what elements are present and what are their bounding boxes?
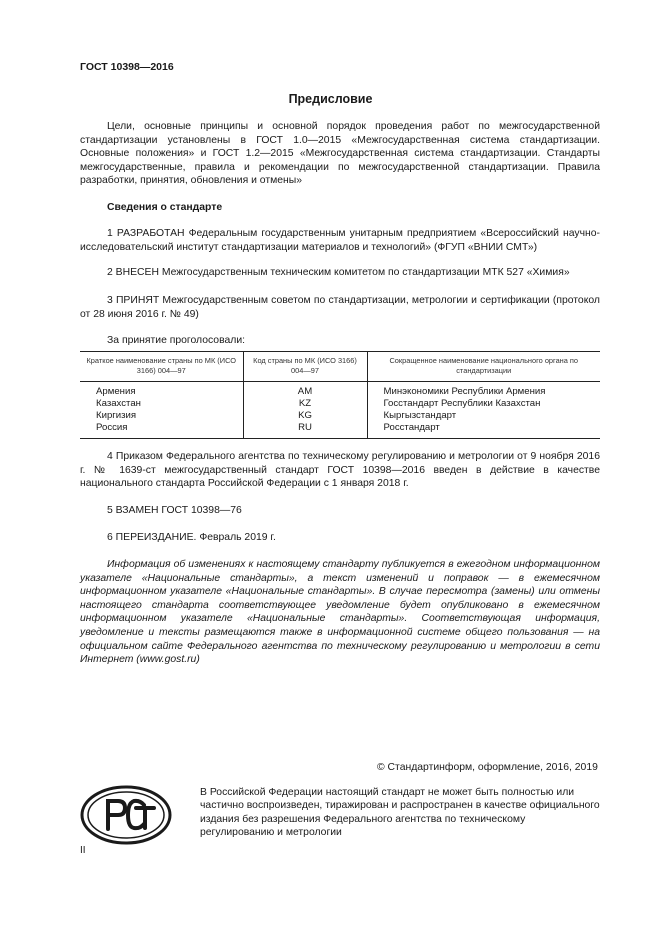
- country-code: KZ: [298, 398, 312, 409]
- page-number: II: [80, 845, 86, 856]
- standards-body: Минэкономики Республики Армения: [383, 386, 546, 397]
- countries-table: [80, 351, 600, 439]
- table-row: [80, 382, 600, 439]
- country-column: [80, 382, 243, 439]
- copyright-line: © Стандартинформ, оформление, 2016, 2019: [377, 762, 598, 773]
- country-code: AM: [297, 386, 313, 397]
- rst-logo: [78, 784, 174, 851]
- changes-notice: Информация об изменениях к настоящему стандарту публикуется в ежегодном информационном указателе «Национальные стандарты», а текст изменений и поправок — в ежемесячном информационном указателе «Национальные стандарты». В случае пересмотра (замены) или отмены настоящего стандарта соответствующее уведомление будет опубликовано в ежемесячном информационном указателе «Национальные стандарты». Соответствующая информация, уведомление и тексты размещаются также в информационной системе общего пользования — на официальном сайте Федерального агентства по техническому регулированию и метрологии в сети Интернет (www.gost.ru): [80, 559, 600, 666]
- item-adopted-by: 3 ПРИНЯТ Межгосударственным советом по стандартизации, метрологии и сертификации (протокол от 28 июня 2016 г. № 49): [80, 295, 600, 320]
- country-name: Россия: [96, 422, 128, 433]
- country-code: RU: [298, 422, 312, 433]
- table-header-row: [80, 352, 600, 382]
- header-country: Краткое наименование страны по МК (ИСО 3166) 004—97: [80, 352, 243, 382]
- intro-paragraph: Цели, основные принципы и основной порядок проведения работ по межгосударственной стандартизации установлены в ГОСТ 1.0—2015 «Межгосударственная система стандартизации. Основные положения» и ГОСТ 1.2—2015 «Межгосударственная система стандартизации. Стандарты межгосударственные, правила и рекомендации по межгосударственной стандартизации. Правила разработки, принятия, обновления и отмены»: [80, 121, 600, 187]
- rst-mark-icon: [78, 784, 174, 846]
- country-name: Казахстан: [96, 398, 141, 409]
- standards-body: Кыргызстандарт: [383, 410, 457, 421]
- item-introduced-by: 2 ВНЕСЕН Межгосударственным техническим комитетом по стандартизации МТК 527 «Химия»: [107, 267, 570, 278]
- country-name: Армения: [96, 386, 136, 397]
- code-column: [243, 382, 367, 439]
- document-id-header: ГОСТ 10398—2016: [80, 61, 174, 73]
- section-heading: Сведения о стандарте: [107, 202, 223, 213]
- item-developed-by: 1 РАЗРАБОТАН Федеральным государственным унитарным предприятием «Всероссийский научно-исследовательский институт стандартизации материалов и технологий» (ФГУП «ВНИИ СМТ»): [80, 228, 600, 253]
- header-standards-body: Сокращенное наименование национального органа по стандартизации: [367, 352, 600, 382]
- rights-notice: В Российской Федерации настоящий стандарт не может быть полностью или частично воспроизведен, тиражирован и распространен в качестве официального издания без разрешения Федерального агентства по техническому регулированию и метрологии: [200, 787, 600, 839]
- vote-label: За принятие проголосовали:: [107, 335, 246, 346]
- country-name: Киргизия: [96, 410, 137, 421]
- standards-body: Госстандарт Республики Казахстан: [383, 398, 541, 409]
- page-title: Предисловие: [288, 92, 373, 106]
- item-enacted-by-order: 4 Приказом Федерального агентства по техническому регулированию и метрологии от 9 ноября 2016 г. № 1639-ст межгосударственный стандарт ГОСТ 10398—2016 введен в действие в качестве национального стандарта Российской Федерации с 1 января 2018 г.: [80, 451, 600, 490]
- item-reissue: 6 ПЕРЕИЗДАНИЕ. Февраль 2019 г.: [107, 532, 276, 543]
- item-replaces: 5 ВЗАМЕН ГОСТ 10398—76: [107, 505, 242, 516]
- header-code: Код страны по МК (ИСО 3166) 004—97: [243, 352, 367, 382]
- standards-body-column: [367, 382, 600, 439]
- country-code: KG: [298, 410, 312, 421]
- standards-body: Росстандарт: [383, 422, 440, 433]
